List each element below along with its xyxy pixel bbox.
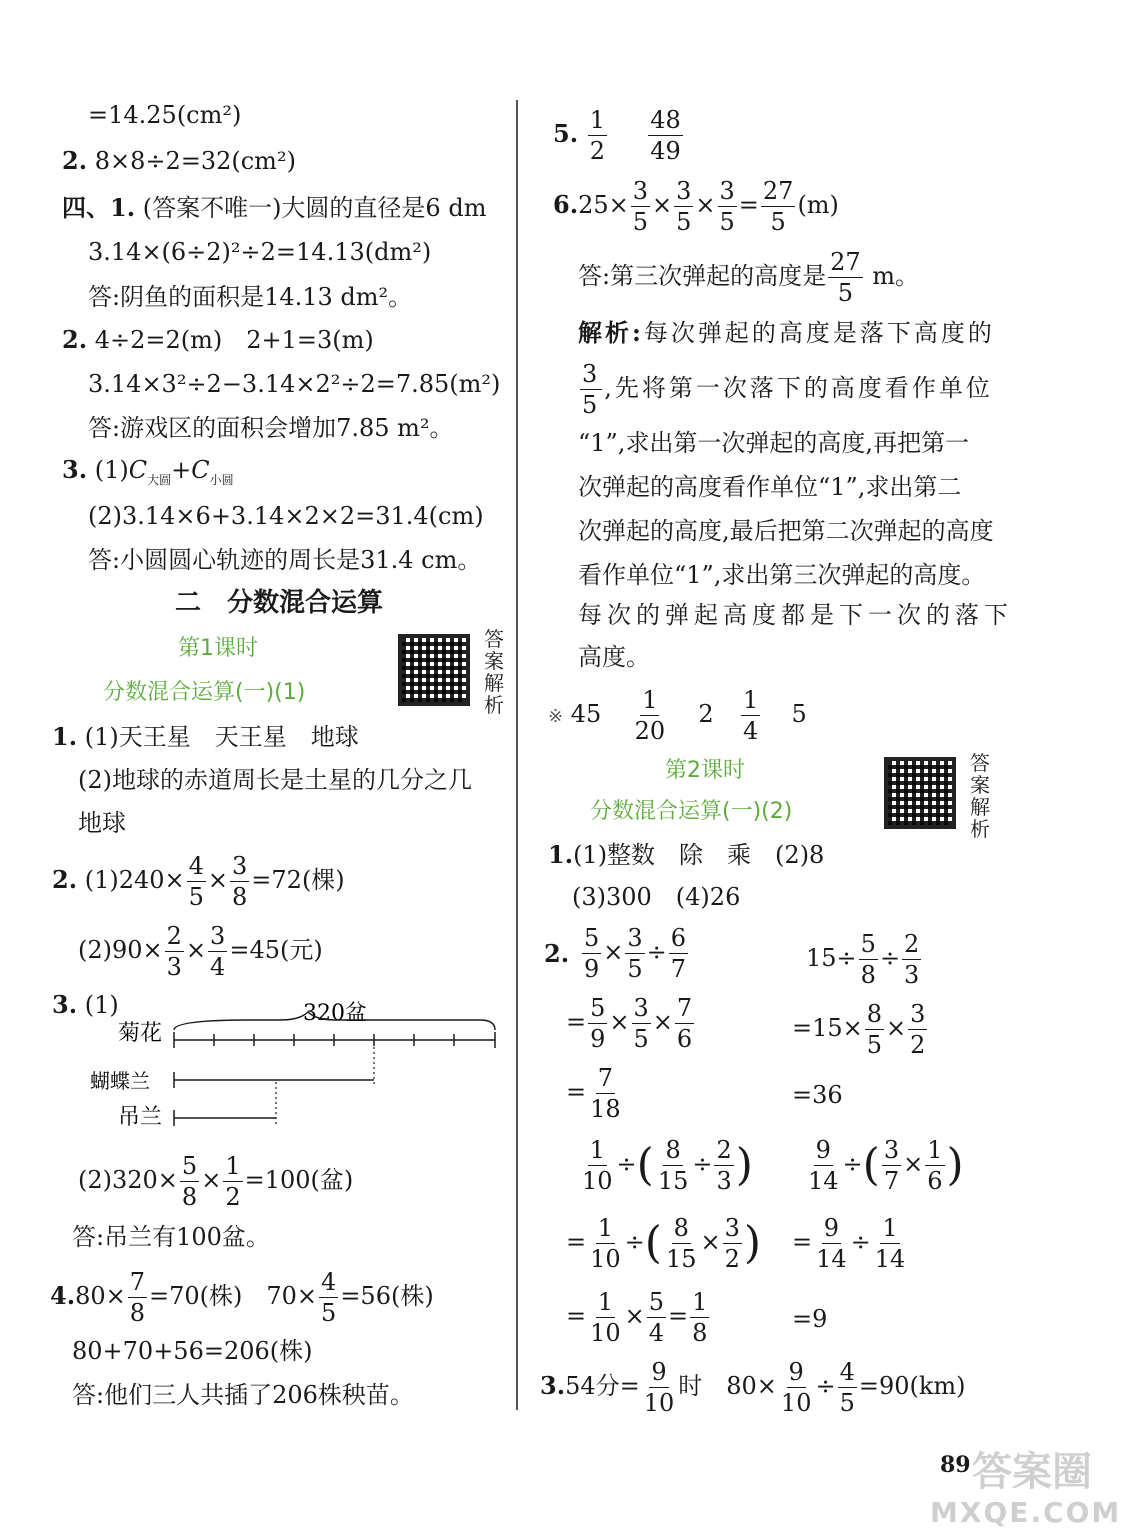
fraction: [180, 1154, 199, 1209]
text-line: 答:游戏区的面积会增加7.85 m²。: [88, 414, 454, 442]
numerator: 3: [633, 994, 649, 1022]
numerator: 48: [650, 106, 681, 134]
item-number: 2.: [544, 939, 570, 968]
numerator: 2: [904, 930, 920, 958]
text: =56(株): [340, 1282, 434, 1310]
fraction: [588, 996, 607, 1051]
numerator: 1: [589, 106, 605, 134]
denominator: 5: [321, 1299, 337, 1327]
text-line: (3)300 (4)26: [572, 883, 741, 911]
numerator: 9: [815, 1136, 831, 1164]
numerator: 8: [866, 1000, 883, 1028]
operator: ÷: [646, 938, 667, 966]
numerator: 3: [719, 177, 735, 205]
formula-line: [78, 1150, 353, 1210]
text-line: 高度。: [578, 643, 650, 671]
formula-line: [540, 1356, 966, 1416]
numerator: 1: [597, 1214, 614, 1242]
operator: ×: [700, 1228, 721, 1256]
denominator: 8: [129, 1299, 145, 1327]
operator: ×: [652, 1008, 673, 1036]
item-number: 2.: [52, 865, 78, 894]
symbol: C: [191, 456, 210, 484]
lesson-subtitle: 分数混合运算(一)(2): [590, 799, 793, 824]
denominator: 14: [874, 1245, 906, 1273]
fraction: [674, 179, 693, 234]
numerator: 5: [860, 930, 876, 958]
item-number: 5.: [553, 119, 579, 148]
item-number: 1.: [548, 840, 574, 869]
denominator: 9: [584, 955, 600, 983]
denominator: 2: [910, 1031, 926, 1059]
item-number: 6.: [553, 190, 579, 219]
denominator: 9: [590, 1025, 606, 1053]
text: ,先将第一次落下的高度看作单位: [604, 374, 993, 402]
text: =72(棵): [251, 866, 345, 894]
text: 8×8÷2=32(cm²): [94, 147, 296, 175]
formula-line: [553, 175, 839, 235]
section-title: 二 分数混合运算: [175, 588, 384, 618]
numerator: 1: [692, 1288, 708, 1316]
fraction: [761, 179, 796, 234]
fraction: [647, 1290, 666, 1345]
text-line: =14.25(cm²): [88, 101, 242, 129]
denominator: 10: [590, 1245, 621, 1273]
text: (1)天王星 天王星 地球: [84, 723, 359, 751]
operator: ×: [903, 1150, 924, 1178]
numerator: 4: [188, 852, 204, 880]
fraction: [625, 926, 644, 981]
item-number: 3.: [540, 1371, 566, 1400]
text-line: [62, 455, 234, 495]
numerator: 9: [651, 1358, 667, 1386]
denominator: 5: [837, 279, 853, 307]
numerator: 7: [129, 1268, 145, 1296]
numerator: 7: [597, 1064, 614, 1092]
text: m。: [864, 262, 920, 290]
numerator: 2: [166, 922, 182, 950]
numerator: 4: [839, 1358, 855, 1386]
denominator: 18: [590, 1095, 621, 1123]
denominator: 10: [643, 1389, 675, 1417]
text-line: 答:吊兰有100盆。: [72, 1223, 270, 1251]
diagram-total-label: 320盆: [303, 1001, 367, 1026]
watermark-logo: 答案圈: [972, 1449, 1092, 1495]
formula-line: [804, 1134, 964, 1196]
fraction: [859, 932, 878, 987]
denominator: 4: [648, 1319, 665, 1347]
text: (2)320×: [78, 1166, 178, 1194]
formula-line: [792, 1212, 909, 1272]
operator: ÷: [624, 1228, 645, 1256]
paren-open: (: [862, 1139, 880, 1191]
denominator: 15: [665, 1245, 697, 1273]
numerator: 3: [883, 1136, 900, 1164]
numerator: 1: [589, 1136, 605, 1164]
formula-line: [548, 684, 807, 747]
denominator: 3: [716, 1167, 732, 1195]
fraction: [648, 108, 683, 163]
text: +: [171, 456, 192, 484]
numerator: 8: [673, 1214, 689, 1242]
item-number: 2.: [62, 325, 88, 354]
fraction: [656, 1138, 691, 1193]
fraction: [642, 1360, 677, 1415]
numerator: 9: [823, 1214, 840, 1242]
denominator: 7: [670, 955, 687, 983]
numerator: 27: [830, 248, 861, 276]
text: 80×: [75, 1282, 126, 1310]
formula-line: [806, 928, 923, 988]
formula-line: [52, 850, 345, 910]
text: (1): [84, 991, 119, 1019]
text: 54分=: [565, 1372, 640, 1400]
numerator: 9: [788, 1358, 804, 1386]
fraction: [580, 1138, 615, 1193]
numerator: 5: [181, 1152, 198, 1180]
text-line: 答:阴鱼的面积是14.13 dm²。: [88, 283, 413, 311]
formula-line: [578, 246, 919, 306]
numerator: 7: [676, 994, 693, 1022]
numerator: 1: [597, 1288, 614, 1316]
denominator: 5: [719, 208, 735, 236]
item-number: 2.: [62, 146, 88, 175]
operator: ×: [201, 1166, 222, 1194]
formula-line: [578, 1134, 753, 1196]
numerator: 3: [676, 177, 692, 205]
operator: ×: [652, 191, 673, 219]
text-line: (2)3.14×6+3.14×2×2=31.4(cm): [88, 502, 484, 530]
operator: ÷: [850, 1228, 871, 1256]
fraction: [128, 1270, 147, 1325]
text: 4÷2=2(m) 2+1=3(m): [94, 326, 374, 354]
lesson-title: 第1课时: [178, 636, 258, 661]
denominator: 8: [232, 883, 248, 911]
paren-close: ): [946, 1139, 964, 1191]
text-line: [52, 722, 359, 752]
text: 15÷: [806, 944, 857, 972]
text-line: [578, 318, 995, 348]
formula-line: [566, 1212, 761, 1274]
denominator: 49: [650, 137, 681, 165]
fraction: [664, 1216, 699, 1271]
text: =100(盆): [244, 1166, 354, 1194]
fraction: [779, 1360, 814, 1415]
operator: =: [566, 1008, 587, 1036]
denominator: 2: [724, 1245, 740, 1273]
fraction: [208, 924, 227, 979]
text-line: [52, 990, 119, 1020]
text: 45: [570, 700, 602, 728]
denominator: 2: [225, 1183, 241, 1211]
fraction: [741, 688, 760, 743]
fraction: [631, 179, 650, 234]
operator: ×: [185, 936, 207, 964]
qr-label: 答案解析: [970, 751, 990, 841]
numerator: 1: [882, 1214, 898, 1242]
numerator: 27: [762, 177, 794, 205]
text: 25×: [578, 191, 629, 219]
text-line: [62, 193, 486, 223]
denominator: 5: [839, 1389, 855, 1417]
operator: =: [566, 1302, 587, 1330]
numerator: 5: [590, 994, 606, 1022]
text-line: (2)地球的赤道周长是土星的几分之几: [78, 766, 472, 794]
text-line: [548, 840, 824, 870]
numerator: 1: [225, 1152, 241, 1180]
numerator: 4: [321, 1268, 337, 1296]
fraction: [580, 362, 602, 417]
column-divider: [516, 100, 518, 1410]
page-number: 89: [940, 1452, 971, 1478]
denominator: 4: [210, 953, 226, 981]
paren-close: ): [743, 1217, 762, 1269]
text: (1)整数 除 乘 (2)8: [573, 841, 825, 869]
denominator: 5: [627, 955, 643, 983]
fraction: [838, 1360, 857, 1415]
denominator: 8: [692, 1319, 708, 1347]
fraction: [669, 926, 688, 981]
denominator: 5: [770, 208, 786, 236]
denominator: 6: [676, 1025, 693, 1053]
fraction: [908, 1002, 927, 1057]
numerator: 3: [632, 177, 648, 205]
fraction: [230, 854, 249, 909]
formula-line: [544, 924, 569, 984]
denominator: 10: [780, 1389, 812, 1417]
text-line: 3.14×(6÷2)²÷2=14.13(dm²): [88, 238, 432, 266]
text: =45(元): [229, 936, 323, 964]
item-number: 4.: [50, 1281, 76, 1310]
fraction: [882, 1138, 901, 1193]
fraction: [828, 250, 863, 305]
fraction: [873, 1216, 908, 1271]
formula-line: [78, 920, 323, 980]
text: (1)240×: [84, 866, 185, 894]
denominator: 14: [808, 1167, 839, 1195]
denominator: 7: [883, 1167, 900, 1195]
numerator: 6: [670, 924, 687, 952]
analysis-label: 解析:: [578, 318, 644, 347]
item-number: 3.: [52, 990, 78, 1019]
item-number: 3.: [62, 455, 88, 484]
operator: =: [566, 1078, 587, 1106]
fraction: [223, 1154, 242, 1209]
denominator: 8: [181, 1183, 198, 1211]
fraction: [865, 1002, 884, 1057]
fraction: [582, 926, 601, 981]
text-line: 次弹起的高度,最后把第二次弹起的高度: [578, 517, 994, 545]
operator: =: [792, 1228, 813, 1256]
formula-line: [566, 1062, 625, 1122]
denominator: 5: [188, 883, 204, 911]
operator: =: [668, 1302, 689, 1330]
numerator: 1: [642, 686, 658, 714]
text: 2: [698, 700, 714, 728]
denominator: 2: [589, 137, 605, 165]
numerator: 1: [742, 686, 759, 714]
text-line: 80+70+56=206(株): [72, 1337, 313, 1365]
item-number: 1.: [52, 722, 78, 751]
fraction: [165, 924, 184, 979]
formula-line: [50, 1266, 434, 1326]
operator: ×: [695, 191, 716, 219]
denominator: 5: [633, 1025, 649, 1053]
lesson-subtitle: 分数混合运算(一)(1): [103, 680, 306, 705]
text-line: [62, 325, 374, 355]
operator: =: [566, 1228, 587, 1256]
paren-open: (: [636, 1139, 654, 1191]
text: =15×: [792, 1014, 863, 1042]
fraction: [714, 1138, 733, 1193]
fraction: [633, 688, 668, 743]
text-line: 答:他们三人共插了206株秧苗。: [72, 1381, 414, 1409]
operator: =: [738, 191, 759, 219]
denominator: 3: [166, 953, 182, 981]
denominator: 10: [582, 1167, 613, 1195]
text: (1): [94, 456, 129, 484]
fraction: [588, 1216, 623, 1271]
formula-line: [566, 992, 696, 1052]
text-line: =36: [792, 1081, 843, 1109]
operator: ×: [624, 1302, 645, 1330]
qr-label: 答案解析: [484, 627, 504, 717]
fraction: [588, 108, 607, 163]
diagram-label-spider-plant: 吊兰: [118, 1105, 163, 1130]
denominator: 20: [634, 717, 666, 745]
segment-diagram: [90, 990, 510, 1130]
symbol: C: [128, 456, 148, 484]
fraction: [925, 1138, 944, 1193]
formula-line: [578, 358, 993, 418]
text: (答案不唯一)大圆的直径是6 dm: [142, 194, 487, 222]
qr-code-icon[interactable]: [398, 634, 470, 706]
fraction: [675, 996, 694, 1051]
text-line: [62, 146, 296, 176]
fraction: [814, 1216, 849, 1271]
numerator: 3: [232, 852, 248, 880]
text: (2)90×: [78, 936, 163, 964]
subscript: 大圆: [147, 472, 172, 487]
denominator: 8: [860, 961, 876, 989]
numerator: 5: [648, 1288, 665, 1316]
text: (m): [797, 191, 839, 219]
numerator: 3: [724, 1214, 740, 1242]
fraction: [690, 1290, 709, 1345]
text: =90(km): [858, 1372, 966, 1400]
fraction: [632, 996, 651, 1051]
paren-open: (: [644, 1217, 662, 1269]
denominator: 5: [632, 208, 648, 236]
numerator: 3: [582, 360, 601, 388]
numerator: 5: [584, 924, 600, 952]
formula-line: [566, 1286, 711, 1346]
operator: ÷: [842, 1150, 863, 1178]
text-line: “1”,求出第一次弹起的高度,再把第一: [578, 429, 970, 457]
denominator: 10: [590, 1319, 621, 1347]
text-line: 次弹起的高度看作单位“1”,求出第二: [578, 473, 962, 501]
note-symbol: ※: [548, 706, 564, 727]
fraction: [718, 179, 737, 234]
denominator: 6: [927, 1167, 943, 1195]
item-number: 四、1.: [62, 193, 136, 222]
numerator: 3: [910, 1000, 926, 1028]
formula-line: [792, 998, 929, 1058]
fraction: [806, 1138, 841, 1193]
paren-close: ): [735, 1139, 753, 1191]
text-line: =9: [792, 1305, 828, 1333]
text-line: 看作单位“1”,求出第三次弹起的高度。: [578, 561, 986, 589]
text: 5: [791, 700, 807, 728]
operator: ÷: [815, 1372, 836, 1400]
denominator: 3: [904, 961, 920, 989]
operator: ÷: [692, 1150, 713, 1178]
fraction: [723, 1216, 742, 1271]
numerator: 3: [210, 922, 226, 950]
text: 每次弹起的高度是落下高度的: [643, 319, 995, 347]
fraction: [902, 932, 921, 987]
diagram-label-chrysanthemum: 菊花: [118, 1021, 163, 1046]
formula-line: [580, 922, 690, 982]
fraction: [187, 854, 206, 909]
formula-line: [553, 104, 685, 164]
operator: ×: [609, 1008, 630, 1036]
operator: ÷: [879, 944, 901, 972]
subscript: 小圆: [209, 472, 234, 487]
fraction: [588, 1066, 623, 1121]
operator: ÷: [616, 1150, 637, 1178]
denominator: 5: [582, 391, 601, 419]
denominator: 4: [742, 717, 759, 745]
denominator: 5: [866, 1031, 883, 1059]
denominator: 5: [676, 208, 692, 236]
fraction: [319, 1270, 338, 1325]
text: 答:第三次弹起的高度是: [578, 262, 827, 290]
numerator: 2: [716, 1136, 732, 1164]
text-line: 地球: [78, 809, 126, 837]
diagram-label-orchid: 蝴蝶兰: [90, 1069, 150, 1093]
numerator: 8: [665, 1136, 681, 1164]
denominator: 15: [657, 1167, 689, 1195]
numerator: 3: [627, 924, 643, 952]
operator: ×: [603, 938, 624, 966]
text: 时 80×: [678, 1372, 777, 1400]
text-line: 答:小圆圆心轨迹的周长是31.4 cm。: [88, 546, 482, 574]
operator: ×: [886, 1014, 907, 1042]
text-line: 每次的弹起高度都是下一次的落下: [578, 601, 1013, 629]
lesson-title: 第2课时: [665, 758, 745, 783]
text: =70(株) 70×: [149, 1282, 318, 1310]
operator: ×: [207, 866, 229, 894]
fraction: [588, 1290, 623, 1345]
denominator: 14: [816, 1245, 847, 1273]
text-line: 3.14×3²÷2−3.14×2²÷2=7.85(m²): [88, 370, 501, 398]
numerator: 1: [927, 1136, 943, 1164]
qr-code-icon[interactable]: [884, 757, 956, 829]
watermark-url: MXQE.COM: [930, 1496, 1121, 1529]
